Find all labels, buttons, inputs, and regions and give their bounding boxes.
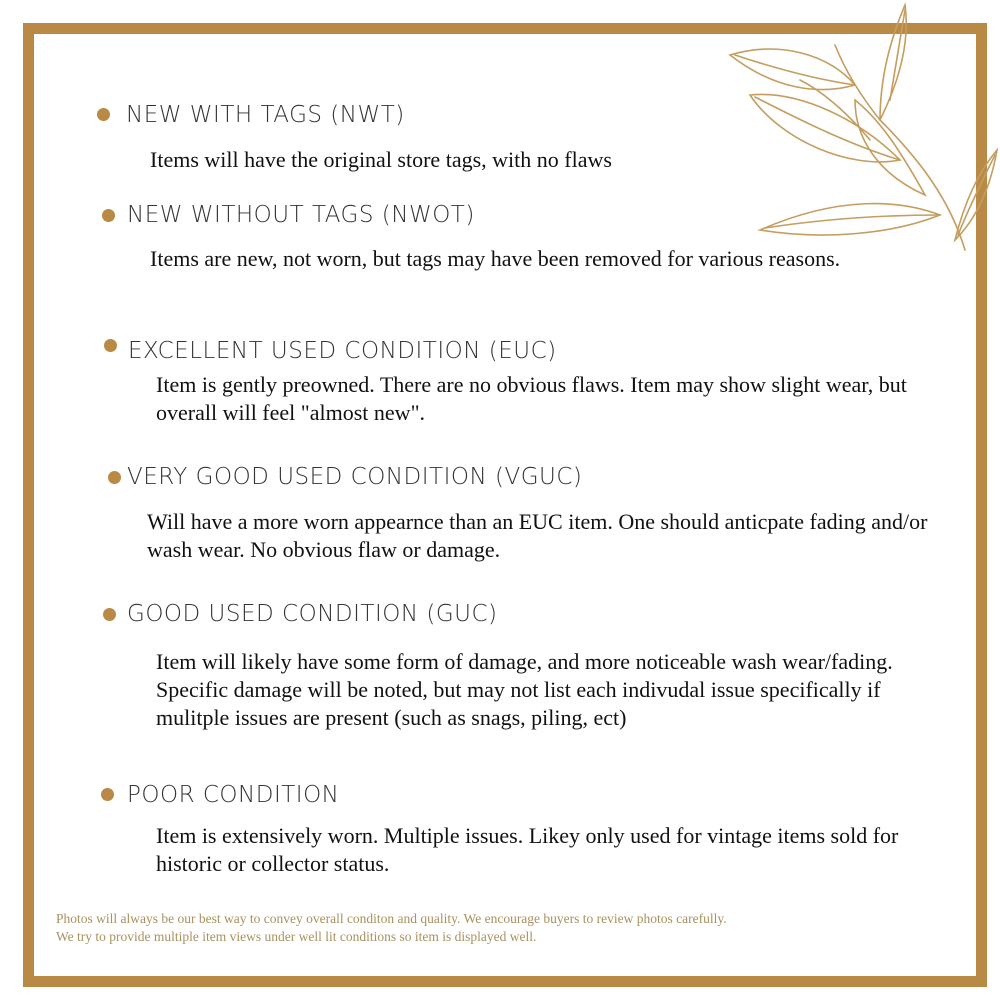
condition-description: [150, 245, 910, 273]
condition-heading: EXCELLENT USED CONDITION (EUC): [128, 338, 557, 364]
bullet-dot-icon: [104, 339, 117, 352]
condition-heading: POOR CONDITION: [127, 782, 340, 808]
condition-description: Will have a more worn appearnce than an EUC item. One should anticpate fading and/or wash wear. No obvious flaw or damage.: [147, 509, 928, 562]
condition-heading: NEW WITHOUT TAGS (NWOT): [127, 202, 475, 228]
condition-description: Item will likely have some form of damage, and more noticeable wash wear/fading. Specific damage will be noted, but may not list each indivudal issue specifically if mulitple issues are present (such as snags, piling, ect): [156, 649, 893, 730]
bullet-dot-icon: [97, 108, 110, 121]
bullet-dot-icon: [101, 788, 114, 801]
condition-heading: GOOD USED CONDITION (GUC): [127, 601, 498, 627]
bullet-dot-icon: [103, 608, 116, 621]
bullet-dot-icon: [108, 471, 121, 484]
condition-description: Item is gently preowned. There are no obvious flaws. Item may show slight wear, but overall will feel "almost new".: [156, 372, 907, 425]
condition-heading: VERY GOOD USED CONDITION (VGUC): [127, 464, 583, 490]
condition-heading: NEW WITH TAGS (NWT): [126, 102, 405, 128]
condition-description-text: Items are new, not worn, but tags may have been removed for various reasons.: [150, 246, 841, 271]
condition-description: Item is extensively worn. Multiple issues. Likey only used for vintage items sold for historic or collector status.: [156, 823, 899, 876]
footer-line-1: Photos will always be our best way to convey overall conditon and quality. We encourage buyers to review photos carefully.: [56, 911, 727, 926]
condition-description: Items will have the original store tags, with no flaws: [150, 147, 612, 172]
footer-line-2: We try to provide multiple item views under well lit conditions so item is displayed well.: [56, 929, 537, 944]
bullet-dot-icon: [102, 209, 115, 222]
footer-note: [56, 910, 936, 946]
